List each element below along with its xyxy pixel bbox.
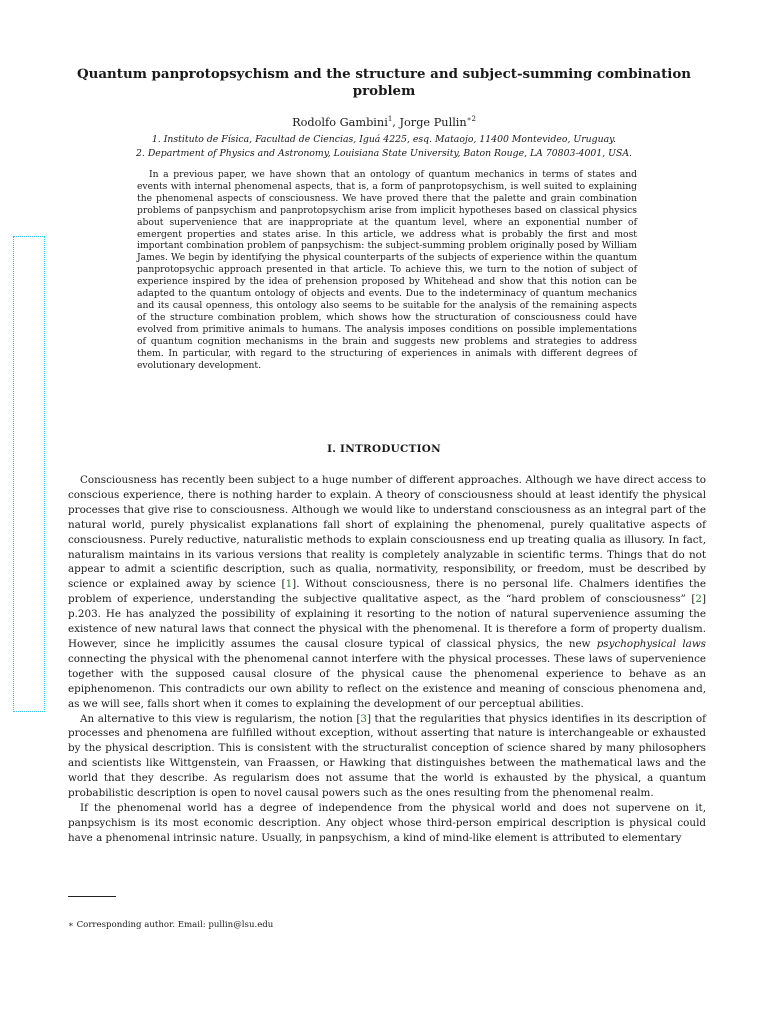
introduction-body xyxy=(68,473,706,846)
author-1-name: Rodolfo Gambini xyxy=(292,116,388,129)
author-1-mark: 1 xyxy=(387,115,393,124)
paragraph-1 xyxy=(68,473,706,712)
paragraph-1-text-c: ] p.203. He has analyzed the possibility of explaining it resorting to the notion of natural supervenience assuming the existence of new natural laws that connect the physical with the phenomenal. It is therefore a form of property dualism. However, since he implicitly assumes the causal closure typical of classical physics, the new xyxy=(68,593,706,650)
paragraph-3: If the phenomenal world has a degree of independence from the physical world and does not supervene on it, panpsychism is its most economic description. Any object whose third-person empirical description is physical could have a phenomenal intrinsic nature. Usually, in panpsychism, a kind of mind-like element is attributed to elementary xyxy=(68,801,706,844)
affiliation-1: 1. Instituto de Física, Facultad de Ciencias, Iguá 4225, esq. Mataojo, 11400 Montevideo, Uruguay. xyxy=(151,134,617,145)
paragraph-2-text-a: An alternative to this view is regularism, the notion [ xyxy=(80,712,361,725)
author-separator: , xyxy=(392,116,400,129)
paragraph-1-text-a: Consciousness has recently been subject to a huge number of different approaches. Although we have direct access to conscious experience, there is nothing harder to explain. A theory of consciousness should at least identify the physical processes that give rise to consciousness. Although we would like to understand consciousness as an integral part of the natural world, purely physicalist explanations fall short of explaining the phenomenal, purely qualitative aspects of consciousness. Purely reductive, naturalistic methods to explain consciousness end up treating qualia as illusory. In fact, naturalism maintains in its various versions that reality is completely analyzable in scientific terms. Things that do not appear to admit a scientific description, such as qualia, normativity, responsibility, or freedom, must be described by science or explained away by science [ xyxy=(68,474,706,591)
abstract: In a previous paper, we have shown that an ontology of quantum mechanics in terms of states and events with internal phenomenal aspects, that is, a form of panprotopsychism, is well suited to explaining the phenomenal aspects of consciousness. We have proved there that the palette and grain combination problems of panpsychism and panprotopsychism arise from implicit hypotheses based on classical physics about supervenience that are inappropriate at the quantum level, where an exponential number of emergent properties and states arise. In this article, we address what is probably the first and most important combination problem of panpsychism: the subject-summing problem originally posed by William James. We begin by identifying the physical counterparts of the subjects of experience within the quantum panprotopsychic approach presented in that article. To achieve this, we turn to the notion of subject of experience inspired by the idea of prehension proposed by Whitehead and show that this notion can be adapted to the quantum ontology of objects and events. Due to the indeterminacy of quantum mechanics and its causal openness, this ontology also seems to be suitable for the analysis of the remaining aspects of the structure combination problem, which shows how the structuration of consciousness could have evolved from primitive animals to humans. The analysis imposes conditions on possible implementations of quantum cognition mechanisms in the brain and suggests new problems and strategies to address them. In particular, with regard to the structuring of experiences in animals with different degrees of evolutionary development. xyxy=(137,169,637,371)
paragraph-1-text-b: ]. Without consciousness, there is no personal life. Chalmers identifies the problem of experience, understanding the subjective qualitative aspect, as the “hard problem of consciousness” [ xyxy=(68,578,706,606)
paragraph-2 xyxy=(68,712,706,801)
dotted-margin-box xyxy=(13,236,45,712)
title-line-1: Quantum panprotopsychism and the structure and subject-summing combination xyxy=(76,66,692,82)
paragraph-2-text-b: ] that the regularities that physics identifies in its description of processes and phenomena are fulfilled without exception, without asserting that nature is interchangeable or exhausted by the physical description. This is consistent with the structuralist conception of science shared by many philosophers and scientists like Wittgenstein, van Fraassen, or Hawking that distinguishes between the mathematical laws and the world that they describe. As regularism does not assume that the world is exhausted by the physical, a quantum probabilistic description is open to novel causal powers such as the ones resulting from the phenomenal realm. xyxy=(68,712,706,800)
affiliation-2: 2. Department of Physics and Astronomy, Louisiana State University, Baton Rouge, LA 70803-4001, USA. xyxy=(136,148,632,159)
citation-link-3[interactable]: 3 xyxy=(360,712,367,725)
citation-link-2[interactable]: 2 xyxy=(695,593,702,606)
citation-link-1[interactable]: 1 xyxy=(285,578,293,591)
author-2-mark: ∗2 xyxy=(466,115,476,124)
section-heading-introduction: I. INTRODUCTION xyxy=(327,443,441,455)
paragraph-1-text-d: connecting the physical with the phenomenal cannot interfere with the physical processes. These laws of supervenience together with the supposed causal closure of the physical cause the phenomenal experience to behave as an epiphenomenon. This contradicts our own ability to reflect on the existence and meaning of conscious phenomena and, as we will see, falls short when it comes to explaining the development of our perceptual abilities. xyxy=(68,652,706,710)
footnote-corresponding-author: ∗ Corresponding author. Email: pullin@lsu.edu xyxy=(68,920,274,930)
author-list xyxy=(60,116,708,130)
footnote-rule xyxy=(68,896,116,897)
paper-title xyxy=(60,66,708,100)
italic-psychophysical-laws: psychophysical laws xyxy=(596,637,706,650)
author-2-name: Jorge Pullin xyxy=(399,116,467,129)
title-line-2: problem xyxy=(352,83,416,99)
